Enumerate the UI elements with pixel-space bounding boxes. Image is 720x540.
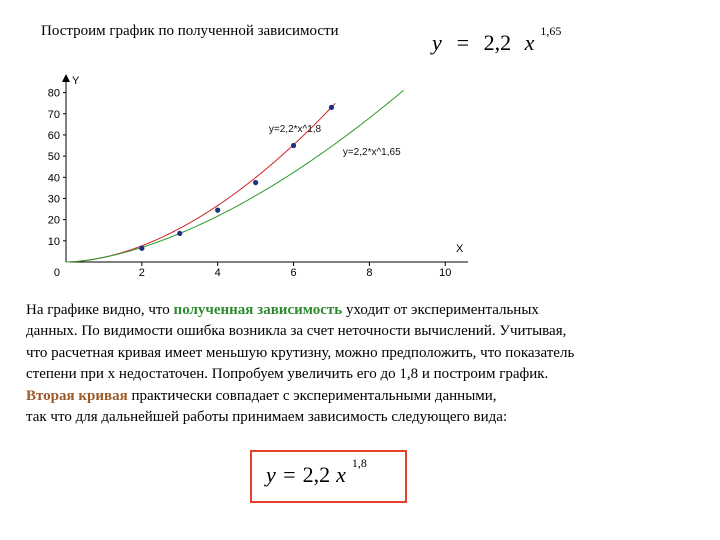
paragraph-text: На графике видно, что — [26, 302, 174, 318]
y-axis-label: Y — [72, 75, 80, 87]
formula-box-lhs: y — [266, 462, 276, 487]
formula-top-lhs: y — [432, 30, 442, 55]
formula-top-var: x — [524, 30, 535, 55]
page-heading: Построим график по полученной зависимости — [41, 23, 339, 39]
highlight-obtained-dependence: полученная зависимость — [173, 302, 343, 318]
data-point — [329, 105, 334, 110]
paragraph-text: практически совпадает с экспериментальными данными, — [127, 387, 497, 404]
final-formula-box — [250, 450, 407, 503]
series-label-2: y=2,2*x^1,65 — [342, 147, 401, 159]
formula-box-eq: = — [281, 462, 297, 487]
y-tick-label: 20 — [47, 214, 60, 227]
data-point — [177, 231, 182, 236]
formula-top-exp: 1,65 — [540, 24, 562, 38]
x-tick-label: 4 — [214, 267, 221, 279]
y-tick-label: 30 — [47, 193, 60, 206]
x-tick-label: 8 — [366, 267, 373, 279]
paragraph-line-4: степени при х недостаточен. Попробуем увеличить его до 1,8 и построим график. — [26, 366, 549, 383]
y-tick-label: 80 — [47, 87, 60, 100]
y-tick-label: 50 — [47, 151, 60, 164]
paragraph-line-3: что расчетная кривая имеет меньшую крутизну, можно предположить, что показатель — [26, 344, 575, 361]
x-axis-label: X — [456, 243, 464, 255]
series-label-1: y=2,2*x^1,8 — [268, 123, 322, 135]
formula-box-exp: 1,8 — [351, 456, 367, 470]
formula-top-eq: = — [455, 30, 471, 55]
y-tick-label: 40 — [47, 172, 60, 185]
paragraph-line-5 — [26, 386, 706, 407]
x-tick-label: 6 — [290, 267, 297, 279]
x-tick-label: 10 — [439, 267, 452, 279]
y-tick-label: 70 — [47, 108, 60, 121]
x-tick-label: 2 — [138, 267, 145, 279]
series-line-2 — [66, 90, 404, 262]
paragraph-line-2: данных. По видимости ошибка возникла за счет неточности вычислений. Учитывая, — [26, 323, 567, 340]
data-point — [139, 246, 144, 251]
x-tick-label: 0 — [53, 267, 60, 279]
data-point — [215, 208, 220, 213]
highlight-second-curve: Вторая кривая — [26, 387, 128, 404]
formula-top-coef: 2,2 — [483, 30, 512, 55]
formula-box-coef: 2,2 — [302, 462, 331, 487]
y-axis-arrow — [62, 74, 70, 82]
data-point — [291, 143, 296, 148]
y-tick-label: 60 — [47, 129, 60, 142]
y-tick-label: 10 — [47, 235, 60, 248]
power-law-chart — [40, 70, 480, 282]
paragraph-line-1 — [26, 300, 706, 321]
data-point — [253, 180, 258, 185]
explanation-paragraph — [26, 300, 706, 428]
paragraph-text: уходит от экспериментальных — [342, 302, 539, 318]
formula-top — [432, 24, 562, 56]
formula-box-var: x — [336, 462, 346, 487]
paragraph-line-6: так что для дальнейшей работы принимаем зависимость следующего вида: — [26, 409, 508, 426]
